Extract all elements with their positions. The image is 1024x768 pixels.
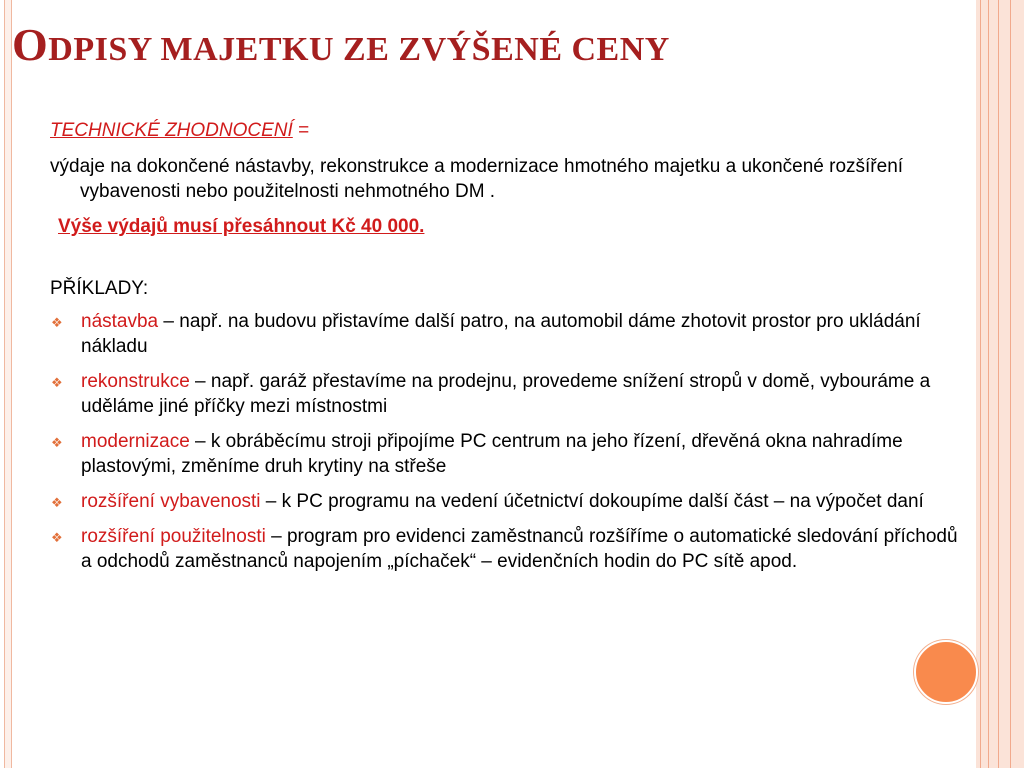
example-term: modernizace [81, 431, 190, 452]
example-term: rozšíření použitelnosti [81, 526, 266, 547]
example-text: – k obráběcímu stroji připojíme PC centrum na jeho řízení, dřevěná okna nahradíme plastovými, změníme druh krytiny na střeše [81, 431, 903, 477]
example-text: – např. na budovu přistavíme další patro, na automobil dáme zhotovit prostor pro ukládání nákladu [81, 311, 921, 357]
examples-list [50, 309, 960, 574]
slide-content [50, 118, 960, 584]
diamond-bullet-icon: ❖ [51, 435, 63, 450]
list-item [50, 524, 960, 574]
list-item [50, 309, 960, 359]
example-term: rekonstrukce [81, 371, 190, 392]
definition-text: výdaje na dokončené nástavby, rekonstrukce a modernizace hmotného majetku a ukončené rozšíření vybavenosti nebo použitelnosti nehmotného DM . [50, 156, 904, 202]
example-text: – k PC programu na vedení účetnictví dokoupíme další část – na výpočet daní [260, 491, 924, 512]
example-term: rozšíření vybavenosti [81, 491, 261, 512]
diamond-bullet-icon: ❖ [51, 315, 63, 330]
heading-text: TECHNICKÉ ZHODNOCENÍ [50, 120, 293, 141]
slide-title [12, 18, 670, 71]
examples-heading: PŘÍKLADY: [50, 278, 149, 299]
diamond-bullet-icon: ❖ [51, 530, 63, 545]
list-item [50, 489, 960, 514]
example-term: nástavba [81, 311, 159, 332]
heading-equals: = [292, 120, 310, 141]
threshold-note: Výše výdajů musí přesáhnout Kč 40 000. [58, 216, 425, 237]
section-heading [50, 118, 960, 143]
diamond-bullet-icon: ❖ [51, 375, 63, 390]
title-rest: DPISY MAJETKU ZE ZVÝŠENÉ CENY [48, 31, 670, 68]
list-item [50, 429, 960, 479]
left-border-decoration [4, 0, 12, 768]
right-border-decoration [976, 0, 1024, 768]
decorative-circle [914, 640, 978, 704]
title-initial: O [12, 19, 49, 70]
example-text: – např. garáž přestavíme na prodejnu, provedeme snížení stropů v domě, vybouráme a uděláme jiné příčky mezi místnostmi [81, 371, 931, 417]
example-text: – program pro evidenci zaměstnanců rozšíříme o automatické sledování příchodů a odchodů zaměstnanců napojením „píchaček“ – evidenčních hodin do PC sítě apod. [81, 526, 958, 572]
list-item [50, 369, 960, 419]
diamond-bullet-icon: ❖ [51, 495, 63, 510]
